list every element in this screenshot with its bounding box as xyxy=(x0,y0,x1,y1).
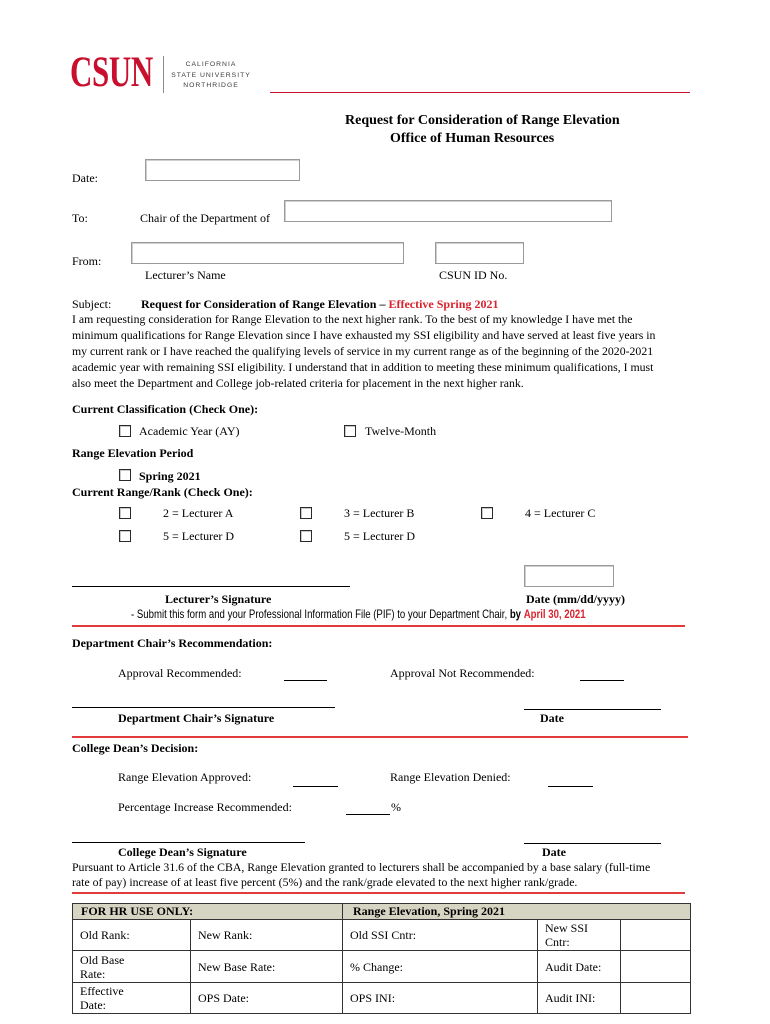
submission-note xyxy=(131,607,586,621)
to-label: To: xyxy=(72,211,88,225)
old-rank-label: Old Rank: xyxy=(80,928,130,942)
logo-line-california: CALIFORNIA xyxy=(185,61,237,68)
chair-heading: Department Chair’s Recommendation: xyxy=(72,636,273,650)
subject-text xyxy=(141,297,498,311)
dean-heading: College Dean’s Decision: xyxy=(72,741,199,755)
lecturer-b-checkbox[interactable] xyxy=(300,507,312,519)
percentage-increase-label: Percentage Increase Recommended: xyxy=(118,800,292,814)
request-text-line: minimum qualifications for Range Elevation since I have exhausted my SSI eligibility and have served at least five years in xyxy=(72,328,656,342)
twelve-month-label: Twelve-Month xyxy=(365,424,437,438)
cba-note-line: Pursuant to Article 31.6 of the CBA, Range Elevation granted to lecturers shall be accompanied by a base salary (full-time xyxy=(72,860,651,874)
ops-initials-label: OPS INI: xyxy=(343,983,538,1014)
range-elevation-denied-label: Range Elevation Denied: xyxy=(390,770,511,784)
table-cell xyxy=(73,920,191,951)
lecturer-signature-date-input[interactable] xyxy=(524,565,614,587)
request-text-line: academic year with remaining SSI eligibility. I understand that in addition to meeting these minimum qualifications, I must xyxy=(72,360,654,374)
submission-note-text: - Submit this form and your Professional Information File (PIF) to your Department Chair, xyxy=(131,607,510,621)
lecturer-b-label: 3 = Lecturer B xyxy=(344,506,415,520)
header-rule xyxy=(270,92,690,93)
hr-use-table xyxy=(72,903,691,1014)
lecturer-a-checkbox[interactable] xyxy=(119,507,131,519)
chair-signature-line xyxy=(72,707,335,708)
range-elevation-denied-line xyxy=(548,786,593,787)
lecturer-d-checkbox[interactable] xyxy=(119,530,131,542)
range-elevation-approved-line xyxy=(293,786,338,787)
logo-line-state-university: STATE UNIVERSITY xyxy=(171,72,251,79)
lecturer-c-checkbox[interactable] xyxy=(481,507,493,519)
audit-date-label: Audit Date: xyxy=(545,959,602,974)
old-base-rate-label: Old Base Rate: xyxy=(80,952,125,981)
lecturer-signature-date-caption: Date (mm/dd/yyyy) xyxy=(526,592,625,606)
form-title: Request for Consideration of Range Elevation xyxy=(345,113,620,128)
new-base-rate-label: New Base Rate: xyxy=(191,951,343,983)
spring-2021-checkbox[interactable] xyxy=(119,469,131,481)
lecturer-d-label: 5 = Lecturer D xyxy=(163,529,235,543)
dean-signature-caption: College Dean’s Signature xyxy=(118,845,247,859)
percentage-increase-line xyxy=(346,814,390,815)
logo-line-northridge: NORTHRIDGE xyxy=(183,82,239,89)
csun-id-input[interactable] xyxy=(435,242,524,264)
hr-table-header-row xyxy=(73,904,691,920)
table-cell xyxy=(73,951,191,983)
table-cell xyxy=(73,983,191,1014)
table-row xyxy=(73,951,691,983)
ops-date-label: OPS Date: xyxy=(191,983,343,1014)
approval-recommended-line xyxy=(284,680,327,681)
submission-deadline: April 30, 2021 xyxy=(523,607,586,621)
chair-date-line xyxy=(524,709,661,710)
table-row xyxy=(73,983,691,1014)
table-cell xyxy=(538,983,621,1014)
dean-signature-line xyxy=(72,842,305,843)
lecturer-d-second-label: 5 = Lecturer D xyxy=(344,529,416,543)
subject-separator: – xyxy=(376,297,389,311)
subject-label: Subject: xyxy=(72,297,112,311)
chair-date-caption: Date xyxy=(540,711,564,725)
table-cell xyxy=(538,951,621,983)
table-cell xyxy=(538,920,621,951)
from-label: From: xyxy=(72,254,102,268)
table-cell-empty xyxy=(621,951,691,983)
spring-2021-label: Spring 2021 xyxy=(139,469,201,483)
rank-heading: Current Range/Rank (Check One): xyxy=(72,485,253,499)
lecturer-name-caption: Lecturer’s Name xyxy=(145,268,226,282)
csun-id-caption: CSUN ID No. xyxy=(439,268,508,282)
approval-not-recommended-line xyxy=(580,680,624,681)
old-ssi-counter-label: Old SSI Cntr: xyxy=(343,920,538,951)
range-elevation-approved-label: Range Elevation Approved: xyxy=(118,770,252,784)
date-label: Date: xyxy=(72,171,98,185)
lecturer-d-second-checkbox[interactable] xyxy=(300,530,312,542)
date-input[interactable] xyxy=(145,159,300,181)
section-divider xyxy=(72,892,685,894)
submission-note-by: by xyxy=(509,607,522,621)
recipient-label: Chair of the Department of xyxy=(140,211,270,225)
lecturer-a-label: 2 = Lecturer A xyxy=(163,506,234,520)
academic-year-label: Academic Year (AY) xyxy=(139,424,240,438)
new-ssi-counter-label: New SSI Cntr: xyxy=(545,921,589,949)
lecturer-signature-line xyxy=(72,586,350,587)
hr-table-header-right: Range Elevation, Spring 2021 xyxy=(343,904,691,920)
lecturer-c-label: 4 = Lecturer C xyxy=(525,506,596,520)
new-rank-label: New Rank: xyxy=(191,920,343,951)
request-text-line: I am requesting consideration for Range Elevation to the next higher rank. To the best of my knowledge I have met the xyxy=(72,312,633,326)
request-text-line: my current rank or I have reached the qualifying levels of service in my current range as of the beginning of the 2020-2021 xyxy=(72,344,654,358)
subject-title: Request for Consideration of Range Elevation xyxy=(141,297,377,311)
cba-note-line: rate of pay) increase of at least five percent (5%) and the rank/grade elevated to the next higher rank/grade. xyxy=(72,875,578,889)
chair-signature-caption: Department Chair’s Signature xyxy=(118,711,275,725)
classification-heading: Current Classification (Check One): xyxy=(72,402,259,416)
csun-logo-wordmark: CSUN xyxy=(70,49,153,96)
subject-effective-term: Effective Spring 2021 xyxy=(388,297,499,311)
academic-year-checkbox[interactable] xyxy=(119,425,131,437)
effective-date-label: Effective Date: xyxy=(80,984,124,1012)
dean-date-caption: Date xyxy=(542,845,566,859)
lecturer-name-input[interactable] xyxy=(131,242,404,264)
logo-divider xyxy=(163,56,164,93)
section-divider xyxy=(72,625,685,627)
approval-recommended-label: Approval Recommended: xyxy=(118,666,242,680)
percent-sign: % xyxy=(391,800,401,814)
table-cell-empty xyxy=(621,983,691,1014)
approval-not-recommended-label: Approval Not Recommended: xyxy=(390,666,535,680)
percent-change-label: % Change: xyxy=(343,951,538,983)
dean-date-line xyxy=(524,843,661,844)
audit-initials-label: Audit INI: xyxy=(545,991,596,1005)
lecturer-signature-caption: Lecturer’s Signature xyxy=(165,592,272,606)
department-input[interactable] xyxy=(284,200,612,222)
period-heading: Range Elevation Period xyxy=(72,446,194,460)
request-text-line: also meet the Department and College job-related criteria for placement in the next higher rank. xyxy=(72,376,524,390)
office-name: Office of Human Resources xyxy=(390,131,555,146)
twelve-month-checkbox[interactable] xyxy=(344,425,356,437)
hr-table-header-left: FOR HR USE ONLY: xyxy=(73,904,343,920)
table-row xyxy=(73,920,691,951)
table-cell-empty xyxy=(621,920,691,951)
section-divider xyxy=(72,736,688,738)
